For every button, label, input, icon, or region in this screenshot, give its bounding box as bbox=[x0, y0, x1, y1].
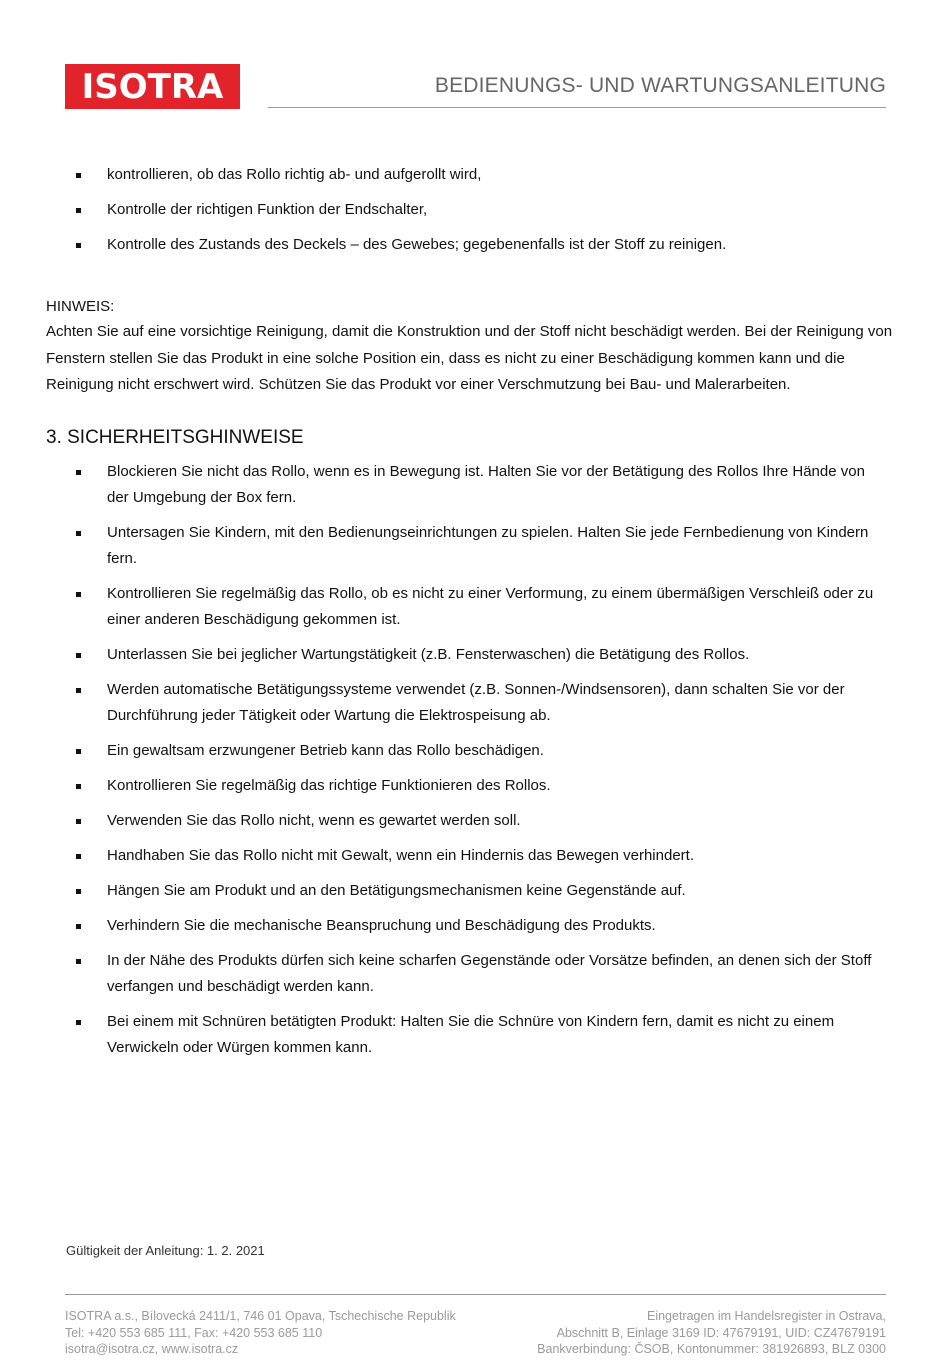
logo-text: ISOTRA bbox=[81, 66, 224, 107]
footer-divider bbox=[65, 1294, 886, 1295]
list-item-text: Verhindern Sie die mechanische Beanspruchung und Beschädigung des Produkts. bbox=[107, 917, 656, 934]
list-item bbox=[0, 642, 950, 668]
list-item bbox=[0, 878, 950, 904]
bullet-icon bbox=[76, 784, 81, 789]
bullet-icon bbox=[76, 470, 81, 475]
document-title: BEDIENUNGS- UND WARTUNGSANLEITUNG bbox=[434, 74, 886, 97]
list-item bbox=[0, 232, 950, 258]
list-item bbox=[0, 738, 950, 764]
list-item bbox=[0, 1009, 950, 1061]
list-item-text: Kontrolle des Zustands des Deckels – des Gewebes; gegebenenfalls ist der Stoff zu reinigen. bbox=[107, 236, 727, 253]
list-item-text: In der Nähe des Produkts dürfen sich keine scharfen Gegenstände oder Vorsätze befinden, an denen sich der Stoff verfangen und beschädigt werden kann. bbox=[107, 952, 872, 995]
list-item-text: Kontrolle der richtigen Funktion der Endschalter, bbox=[107, 201, 428, 218]
list-item bbox=[0, 773, 950, 799]
bullet-icon bbox=[76, 688, 81, 693]
list-item-text: Hängen Sie am Produkt und an den Betätigungsmechanismen keine Gegenstände auf. bbox=[107, 882, 686, 899]
list-item bbox=[0, 808, 950, 834]
list-item bbox=[0, 459, 950, 511]
list-item-text: Verwenden Sie das Rollo nicht, wenn es gewartet werden soll. bbox=[107, 812, 521, 829]
bullet-icon bbox=[76, 173, 81, 178]
list-item-text: kontrollieren, ob das Rollo richtig ab- und aufgerollt wird, bbox=[107, 166, 482, 183]
bullet-icon bbox=[76, 854, 81, 859]
list-item bbox=[0, 197, 950, 223]
list-item bbox=[0, 843, 950, 869]
note-text: Achten Sie auf eine vorsichtige Reinigung, damit die Konstruktion und der Stoff nicht beschädigt werden. Bei der Reinigung von Fenstern stellen Sie das Produkt in eine solche Position ein, dass es nicht zu einer Beschädigung kommen kann und die Reinigung nicht erschwert wird. Schützen Sie das Produkt vor einer Verschmutzung bei Bau- und Malerarbeiten. bbox=[46, 323, 893, 393]
bullet-icon bbox=[76, 889, 81, 894]
list-item bbox=[0, 520, 950, 572]
bullet-icon bbox=[76, 531, 81, 536]
footer-bank: Bankverbindung: ČSOB, Kontonummer: 381926893, BLZ 0300 bbox=[537, 1342, 886, 1356]
list-item-text: Unterlassen Sie bei jeglicher Wartungstätigkeit (z.B. Fensterwaschen) die Betätigung des Rollos. bbox=[107, 646, 750, 663]
footer-address: ISOTRA a.s., Bílovecká 2411/1, 746 01 Opava, Tschechische Republik bbox=[65, 1309, 456, 1323]
footer-registration-info bbox=[537, 1308, 886, 1358]
list-item-text: Handhaben Sie das Rollo nicht mit Gewalt, wenn ein Hindernis das Bewegen verhindert. bbox=[107, 847, 694, 864]
list-item-text: Werden automatische Betätigungssysteme verwendet (z.B. Sonnen-/Windsensoren), dann schalten Sie vor der Durchführung jeder Tätigkeit oder Wartung die Elektrospeisung ab. bbox=[107, 681, 845, 724]
bullet-icon bbox=[76, 653, 81, 658]
list-item bbox=[0, 913, 950, 939]
isotra-logo bbox=[65, 64, 240, 109]
list-item bbox=[0, 581, 950, 633]
list-item bbox=[0, 948, 950, 1000]
bullet-icon bbox=[76, 959, 81, 964]
footer-contact: isotra@isotra.cz, www.isotra.cz bbox=[65, 1342, 239, 1356]
bullet-icon bbox=[76, 208, 81, 213]
list-item-text: Untersagen Sie Kindern, mit den Bedienungseinrichtungen zu spielen. Halten Sie jede Fernbedienung von Kindern fern. bbox=[107, 524, 869, 567]
footer-register: Eingetragen im Handelsregister in Ostrava, bbox=[646, 1309, 886, 1323]
header-divider bbox=[268, 107, 886, 108]
bullet-icon bbox=[76, 592, 81, 597]
list-item-text: Bei einem mit Schnüren betätigten Produkt: Halten Sie die Schnüre von Kindern fern, damit es nicht zu einem Verwickeln oder Würgen kommen kann. bbox=[107, 1013, 835, 1056]
intro-bullet-list bbox=[0, 162, 950, 267]
list-item-text: Kontrollieren Sie regelmäßig das Rollo, ob es nicht zu einer Verformung, zu einem übermäßigen Verschleiß oder zu einer anderen Beschädigung gekommen ist. bbox=[107, 585, 874, 628]
bullet-icon bbox=[76, 243, 81, 248]
footer-ids: Abschnitt B, Einlage 3169 ID: 47679191, UID: CZ47679191 bbox=[556, 1325, 886, 1340]
bullet-icon bbox=[76, 924, 81, 929]
safety-bullet-list bbox=[0, 459, 950, 1070]
list-item bbox=[0, 162, 950, 188]
footer-phone: Tel: +420 553 685 111, Fax: +420 553 685 110 bbox=[65, 1325, 323, 1340]
footer-company-info bbox=[65, 1308, 456, 1358]
note-label: HINWEIS: bbox=[46, 298, 115, 315]
list-item-text: Kontrollieren Sie regelmäßig das richtige Funktionieren des Rollos. bbox=[107, 777, 551, 794]
bullet-icon bbox=[76, 1020, 81, 1025]
section-title: 3. SICHERHEITSGHINWEISE bbox=[46, 427, 304, 448]
list-item-text: Blockieren Sie nicht das Rollo, wenn es in Bewegung ist. Halten Sie vor der Betätigung des Rollos Ihre Hände von der Umgebung der Box fern. bbox=[107, 463, 865, 506]
bullet-icon bbox=[76, 819, 81, 824]
list-item-text: Ein gewaltsam erzwungener Betrieb kann das Rollo beschädigen. bbox=[107, 742, 544, 759]
bullet-icon bbox=[76, 749, 81, 754]
list-item bbox=[0, 677, 950, 729]
validity-date: Gültigkeit der Anleitung: 1. 2. 2021 bbox=[66, 1243, 265, 1258]
